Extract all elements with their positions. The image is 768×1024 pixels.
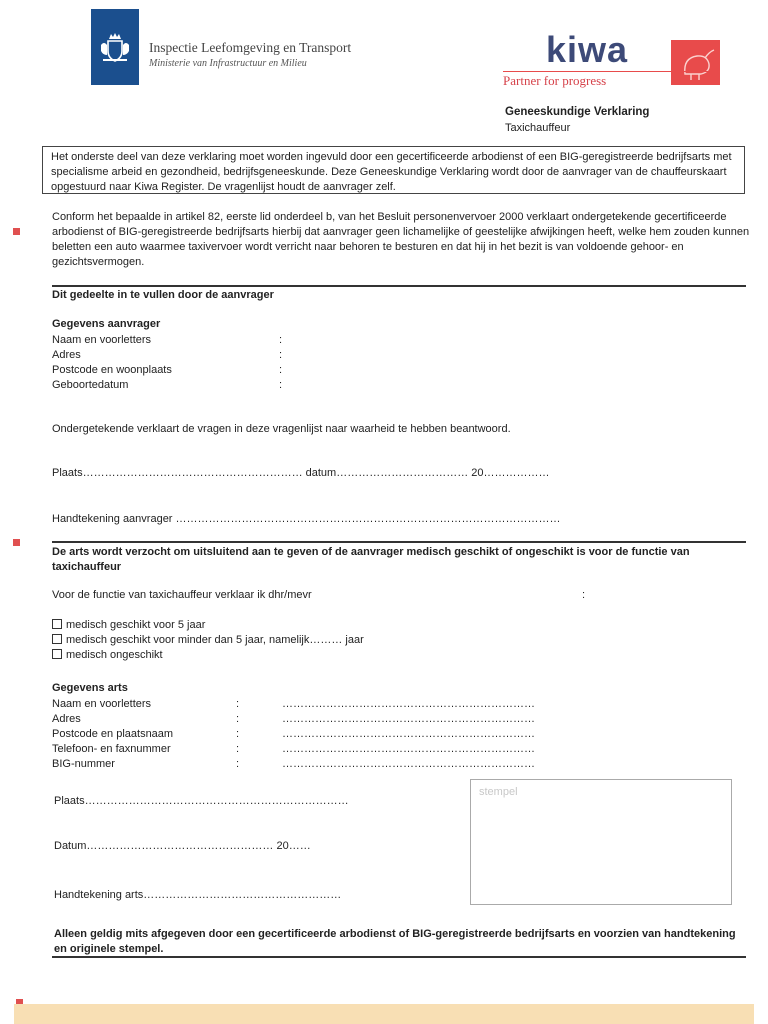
fitness-options <box>52 618 472 663</box>
applicant-field-label: Naam en voorletters <box>52 334 152 346</box>
applicant-field-colon[interactable]: : <box>279 349 283 361</box>
document-title: Geneeskundige Verklaring <box>505 106 650 118</box>
applicant-field-colon[interactable]: : <box>279 364 283 376</box>
doctor-field-inputs <box>282 697 562 772</box>
organization-title: Inspectie Leefomgeving en Transport <box>149 40 352 55</box>
validity-note: Alleen geldig mits afgegeven door een gecertificeerde arbodienst of BIG-geregistreerde bedrijfsarts en voorzien van handtekening en originele stempel. <box>54 928 736 955</box>
fitness-option[interactable] <box>52 633 472 648</box>
footer-band <box>14 1004 754 1024</box>
applicant-signature-line[interactable]: Handtekening aanvrager …………………………………………………………………………………………… <box>52 513 561 525</box>
kiwa-logo-text: kiwa <box>546 29 629 70</box>
doctor-field-label: Postcode en plaatsnaam <box>52 728 174 740</box>
kiwa-underline <box>503 71 720 72</box>
doctor-function-colon[interactable]: : <box>582 589 586 601</box>
applicant-declaration: Ondergetekende verklaart de vragen in deze vragenlijst naar waarheid te hebben beantwoord. <box>52 423 511 435</box>
doctor-field-input[interactable]: …………………………………………………………… <box>282 713 535 725</box>
applicant-field-label: Geboortedatum <box>52 379 129 391</box>
doctor-field-colons <box>236 697 256 772</box>
applicant-group-title: Gegevens aanvrager <box>52 318 161 330</box>
doctor-section-title: De arts wordt verzocht om uitsluitend aan te geven of de aanvrager medisch geschikt of ongeschikt is voor de functie van taxichauffeur <box>52 546 690 573</box>
doctor-field-colon: : <box>236 713 240 725</box>
government-logo <box>91 9 139 85</box>
doctor-place-line[interactable]: Plaats……………………………………………………………… <box>54 795 349 807</box>
fitness-option[interactable] <box>52 618 472 633</box>
checkbox[interactable] <box>52 649 62 659</box>
kiwi-bird-icon <box>671 40 720 85</box>
kiwa-tagline: Partner for progress <box>503 73 607 88</box>
organization-subtitle: Ministerie van Infrastructuur en Milieu <box>149 58 307 69</box>
doctor-field-colon: : <box>236 758 240 770</box>
section-divider <box>52 285 746 287</box>
doctor-field-colon: : <box>236 743 240 755</box>
doctor-field-input[interactable]: …………………………………………………………… <box>282 728 535 740</box>
doctor-field-input[interactable]: …………………………………………………………… <box>282 758 535 770</box>
section-divider <box>52 541 746 543</box>
doctor-field-colon: : <box>236 698 240 710</box>
doctor-field-label: Adres <box>52 713 81 725</box>
margin-marker <box>13 539 20 546</box>
doctor-function-line: Voor de functie van taxichauffeur verklaar ik dhr/mevr <box>52 589 312 601</box>
checkbox[interactable] <box>52 634 62 644</box>
instruction-box: Het onderste deel van deze verklaring moet worden ingevuld door een gecertificeerde arbodienst of een BIG-geregistreerde bedrijfsarts met specialisme arbeid en gezondheid, bedrijfsgeneeskunde. Deze Geneeskundige Verklaring wordt door de aanvrager van de chauffeurskaart opgestuurd naar Kiwa Register. De vragenlijst houdt de aanvrager zelf. <box>42 146 745 194</box>
applicant-field-label: Postcode en woonplaats <box>52 364 172 376</box>
applicant-field-colon[interactable]: : <box>279 379 283 391</box>
doctor-field-label: Naam en voorletters <box>52 698 152 710</box>
fitness-option-label: medisch geschikt voor 5 jaar <box>66 619 206 631</box>
applicant-field-inputs <box>279 333 299 393</box>
margin-marker <box>13 228 20 235</box>
doctor-group-title: Gegevens arts <box>52 682 128 694</box>
applicant-section-title: Dit gedeelte in te vullen door de aanvrager <box>52 289 274 301</box>
doctor-field-input[interactable]: …………………………………………………………… <box>282 698 535 710</box>
fitness-option[interactable] <box>52 648 472 663</box>
doctor-date-line[interactable]: Datum…………………………………………… 20…… <box>54 840 311 852</box>
doctor-signature-line[interactable]: Handtekening arts……………………………………………… <box>54 889 342 901</box>
fitness-option-label: medisch geschikt voor minder dan 5 jaar, namelijk……… jaar <box>66 634 364 646</box>
legal-statement: Conform het bepaalde in artikel 82, eerste lid onderdeel b, van het Besluit personenvervoer 2000 verklaart ondergetekende gecertificeerde arbodienst of BIG-geregistreerde bedrijfsarts hierbij dat aanvrager geen lichamelijke of geestelijke afwijkingen heeft, welke hem zouden kunnen beletten een auto waarmee taxivervoer wordt verricht naar behoren te besturen en dat hij in het bezit is van voldoende gehoor- en gezichtsvermogen. <box>52 211 750 268</box>
applicant-fields <box>52 333 252 393</box>
kiwa-logo-mark <box>671 40 720 85</box>
checkbox[interactable] <box>52 619 62 629</box>
applicant-field-label: Adres <box>52 349 81 361</box>
applicant-place-date-line[interactable]: Plaats…………………………………………………… datum……………………………… 20……………… <box>52 467 550 479</box>
fitness-option-label: medisch ongeschikt <box>66 649 163 661</box>
doctor-field-label: BIG-nummer <box>52 758 115 770</box>
stamp-label: stempel <box>479 786 518 798</box>
applicant-field-colon[interactable]: : <box>279 334 283 346</box>
doctor-fields <box>52 697 232 772</box>
stamp-area[interactable] <box>470 779 732 905</box>
section-divider <box>52 956 746 958</box>
coat-of-arms-icon <box>97 29 133 65</box>
doctor-field-colon: : <box>236 728 240 740</box>
doctor-field-input[interactable]: …………………………………………………………… <box>282 743 535 755</box>
doctor-field-label: Telefoon- en faxnummer <box>52 743 171 755</box>
document-subtitle: Taxichauffeur <box>505 122 571 134</box>
